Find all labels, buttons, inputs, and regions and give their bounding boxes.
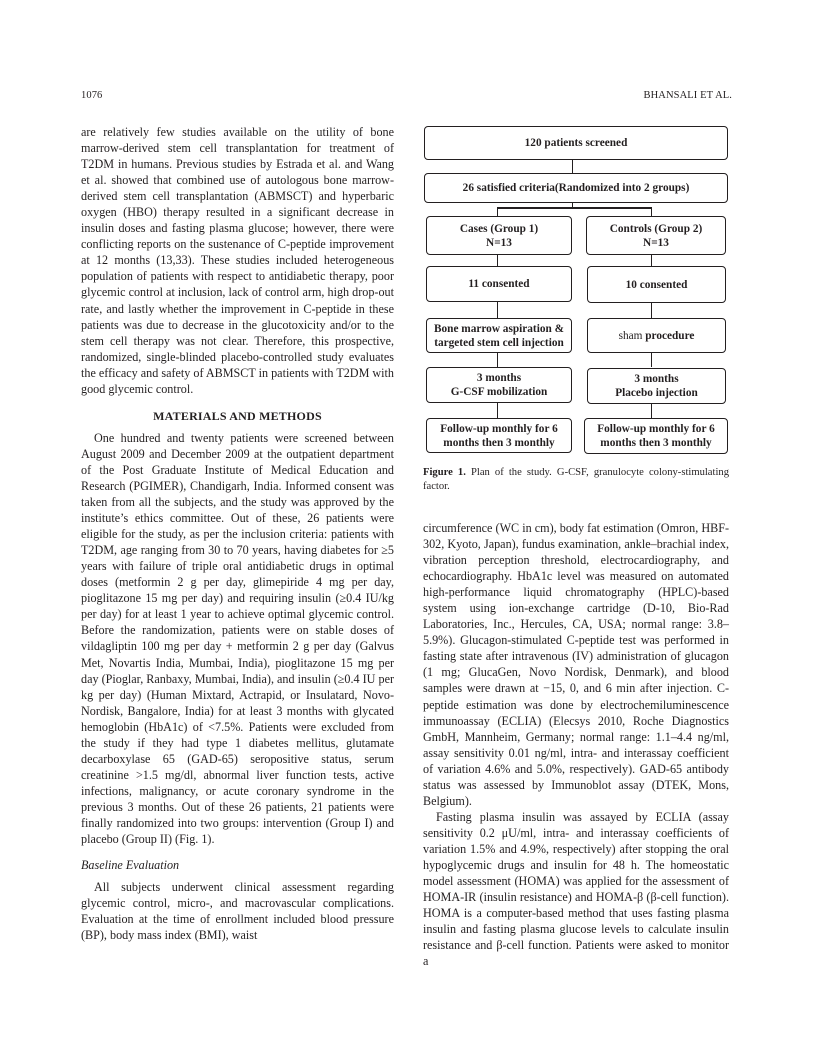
caption-label: Figure 1. — [423, 467, 466, 478]
connector-line — [651, 403, 652, 418]
screened-label: 120 patients screened — [524, 137, 628, 149]
group1-title: Cases (Group 1) — [459, 222, 539, 235]
right-column — [423, 520, 729, 969]
intro-paragraph: are relatively few studies available on the utility of bone marrow-derived stem cell transplantation for treatment of T2DM in humans. Previous studies by Estrada et al. and Wang et al. showed that combined use of autologous bone marrow-derived stem cell transplantation (ABMSCT) and hyperbaric oxygen (HBO) therapy resulted in a significant decrease in insulin doses and fasting plasma glucose; however, there were conflicting reports on the sustenance of C-peptide improvement at 12 months (13,33). These studies included heterogeneous population of patients with respect to antidiabetic therapy, poor glycemic control at inclusion, lack of control arm, high drop-out rate, and lastly whether the improvement in C-peptide in these patients was due to decrease in the glucotoxicity and/or to the stem cell therapy was not clear. Therefore, this prospective, randomized, single-blinded placebo-controlled study evaluates the efficacy and safety of ABMSCT in patients with T2DM with good glycemic control. — [81, 125, 394, 396]
caption-text: Plan of the study. G-CSF, granulocyte colony-stimulating factor. — [423, 467, 729, 492]
group1-followup-box — [426, 418, 572, 453]
page-number: 1076 — [81, 90, 103, 101]
figure-caption — [423, 466, 729, 493]
connector-line — [651, 302, 652, 318]
connector-line — [572, 159, 573, 173]
group1-months: 3 months — [476, 372, 522, 384]
connector-line — [651, 254, 652, 266]
group2-months: 3 months — [634, 373, 679, 385]
baseline-paragraph: All subjects underwent clinical assessment regarding glycemic control, micro-, and macrovascular complications. Evaluation at the time of enrollment included blood pressure (BP), body mass index (BMI), waist — [81, 880, 394, 943]
group2-procedure-plain: sham — [618, 329, 643, 342]
group2-consented-box — [587, 266, 726, 303]
insulin-paragraph: Fasting plasma insulin was assayed by ECLIA (assay sensitivity 0.2 μU/ml, intra- and interassay coefficients of variation 1.5% and 4.9%, respectively) after stopping the oral hypoglycemic drugs and insulin for 48 h. The homeostatic model assessment (HOMA) was applied for the assessment of HOMA-IR (insulin resistance) and HOMA-β (β-cell function). HOMA is a computer-based method that uses fasting plasma insulin and fasting plasma glucose levels to calculate insulin resistance and β-cell function. Patients were asked to monitor a — [423, 809, 729, 969]
group1-box — [426, 216, 572, 255]
group2-followup-box — [584, 418, 728, 454]
connector-line — [651, 352, 652, 367]
group1-followup-label: Follow-up monthly for 6 months then 3 monthly — [440, 422, 558, 449]
connector-line — [497, 207, 498, 216]
connector-line — [497, 302, 498, 318]
methods-paragraph: One hundred and twenty patients were screened between August 2009 and December 2009 at the outpatient department of the Post Graduate Institute of Medical Education and Research (PGIMER), Chandigarh, India. Informed consent was taken from all the subjects, and the study was approved by the institute’s ethics committee. Out of these, 26 patients were eligible for the study, as per the inclusion criteria: patients with T2DM, age ranging from 30 to 70 years, having diabetes for ≥5 years with failure of triple oral antidiabetic drugs in optimal doses (metformin 2 g per day, glimepiride 4 mg per day, pioglitazone 15 mg per day) and requiring insulin (≥0.4 IU/kg per day) for at least 1 year to achieve optimal glycemic control. Before the randomization, patients were on stable doses of vildagliptin 100 mg per day + metformin 2 g per day (Galvus Met, Novartis India, Mumbai, India), pioglitazone 15 mg per day (Pioglar, Ranbaxy, Mumbai, India), and insulin (≥0.4 IU per kg per day) (Human Mixtard, Actrapid, or Insulatard, Novo-Nordisk, Bangalore, India) for at least 3 months with glycated hemoglobin (HbA1c) of <7.5%. Patients were excluded from the study if they had type 1 diabetes mellitus, glutamate decarboxylase 65 (GAD-65) seropositive status, serum creatinine >1.5 mg/dl, abnormal liver function tests, active infections, malignancy, or acute coronary syndrome in the previous 3 months. Out of these 26 patients, 21 patients were finally randomized into two groups: intervention (Group I) and placebo (Group II) (Fig. 1). — [81, 430, 394, 847]
criteria-label: 26 satisfied criteria(Randomized into 2 groups) — [462, 182, 690, 194]
running-head: BHANSALI ET AL. — [643, 90, 732, 101]
group2-treatment: Placebo injection — [615, 387, 698, 399]
study-flowchart — [420, 120, 732, 460]
group2-followup-label: Follow-up monthly for 6 months then 3 monthly — [597, 423, 715, 449]
connector-line — [651, 207, 652, 216]
screened-box — [424, 126, 728, 160]
connector-line — [497, 254, 498, 266]
group2-treatment-box — [587, 368, 726, 404]
assessment-paragraph: circumference (WC in cm), body fat estimation (Omron, HBF-302, Kyoto, Japan), fundus examination, ankle–brachial index, vibration perception threshold, electrocardiography, and echocardiography. HbA1c level was measured on automated high-performance liquid chromatography (HPLC)-based system using ion-exchange cartridge (D-10, Bio-Rad Laboratories, Inc., Hercules, CA, USA; normal range: 3.8–5.9%). Glucagon-stimulated C-peptide test was performed in fasting state after intravenous (IV) administration of glucagon (1 mg; GlucaGen, Novo Nordisk, Denmark), and blood samples were drawn at −15, 0, and 6 min after injection. C-peptide estimation was done by electrochemiluminescence immunoassay (ECLIA) (Elecsys 2010, Roche Diagnostics GmbH, Mannheim, Germany; normal range: 1.1–4.4 ng/ml, assay sensitivity 0.01 ng/ml, intra- and interassay coefficient of variation 4.6% and 5.0%, respectively). GAD-65 antibody status was assessed by Immunoblot assay (DTEK, Mons, Belgium). — [423, 521, 729, 808]
group2-title: Controls (Group 2) — [609, 222, 703, 235]
section-title: MATERIALS AND METHODS — [153, 408, 322, 423]
subsection-title: Baseline Evaluation — [81, 858, 180, 873]
connector-line — [497, 352, 498, 367]
connector-line — [497, 207, 652, 209]
group1-procedure-box — [426, 318, 572, 353]
group1-procedure-label: Bone marrow aspiration & targeted stem cell injection — [433, 322, 564, 349]
group1-consented-box — [426, 266, 572, 302]
group2-consented-label: 10 consented — [625, 278, 688, 291]
group2-box — [586, 216, 726, 255]
group1-n: N=13 — [486, 236, 512, 249]
group2-n: N=13 — [643, 236, 669, 249]
group2-procedure-bold: procedure — [645, 329, 695, 342]
criteria-box — [424, 173, 728, 203]
group2-procedure-box — [587, 318, 726, 353]
group1-treatment: G-CSF mobilization — [450, 386, 548, 398]
connector-line — [497, 403, 498, 418]
group1-consented-label: 11 consented — [468, 278, 530, 290]
left-column — [81, 124, 394, 943]
group1-treatment-box — [426, 367, 572, 403]
